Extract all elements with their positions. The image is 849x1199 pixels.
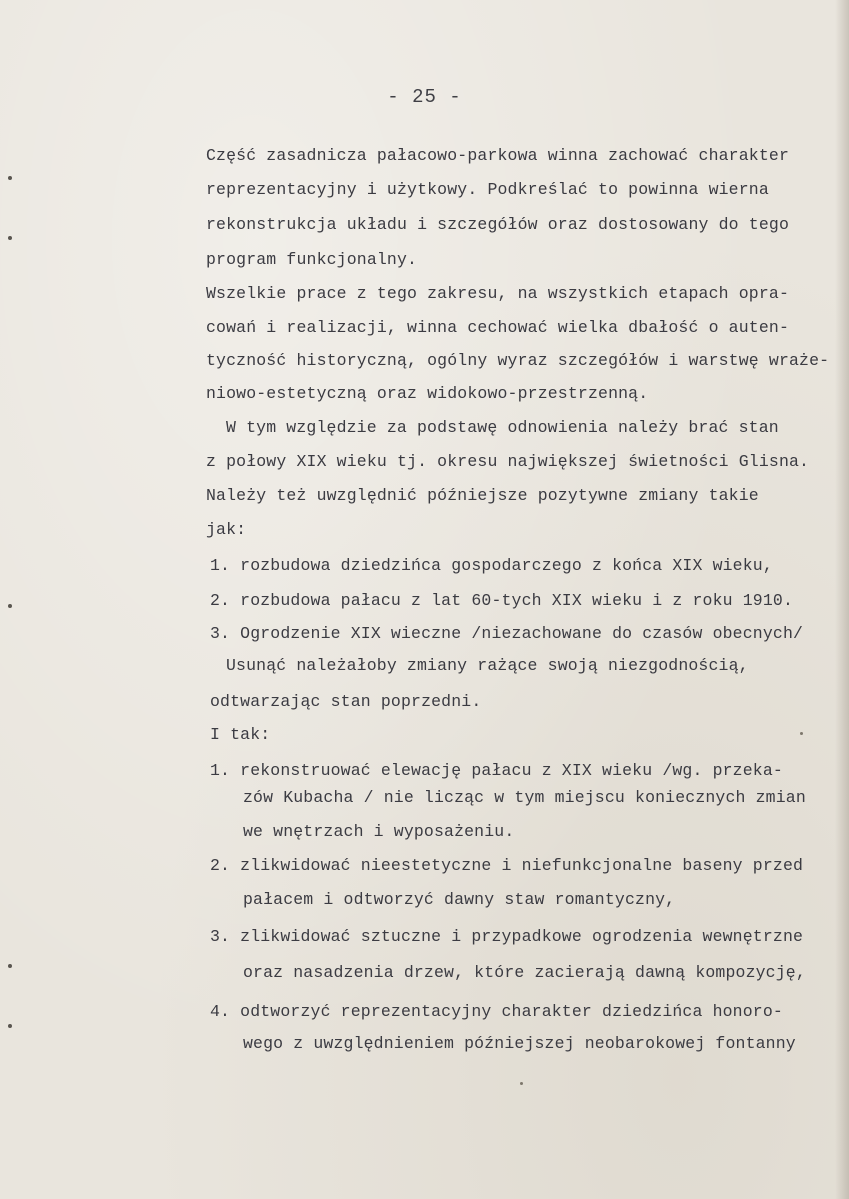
punch-hole-mark: [8, 604, 12, 608]
list-item-continuation: wego z uwzględnieniem późniejszej neobarokowej fontanny: [243, 1034, 796, 1053]
list-item-line: 2. zlikwidować nieestetyczne i niefunkcjonalne baseny przed: [210, 856, 804, 875]
list-item-line: 1. rekonstruować elewację pałacu z XIX wieku /wg. przeka-: [210, 761, 783, 780]
text-line: reprezentacyjny i użytkowy. Podkreślać to powinna wierna: [206, 180, 769, 199]
text-line: tyczność historyczną, ogólny wyraz szczegółów i warstwę wraże-: [206, 351, 830, 370]
list-item-continuation: pałacem i odtworzyć dawny staw romantyczny,: [243, 890, 676, 909]
punch-hole-mark: [8, 964, 12, 968]
text-line: jak:: [206, 520, 247, 539]
text-line: Usunąć należałoby zmiany rażące swoją niezgodnością,: [226, 656, 749, 675]
paper-spot: [520, 1082, 523, 1085]
page-edge-shadow: [835, 0, 849, 1199]
text-line: program funkcjonalny.: [206, 250, 418, 269]
list-item-line: 3. zlikwidować sztuczne i przypadkowe ogrodzenia wewnętrzne: [210, 927, 804, 946]
text-line: rekonstrukcja układu i szczegółów oraz dostosowany do tego: [206, 215, 789, 234]
list-item-line: 1. rozbudowa dziedzińca gospodarczego z końca XIX wieku,: [210, 556, 773, 575]
page-number: - 25 -: [387, 86, 462, 108]
list-item-line: 4. odtworzyć reprezentacyjny charakter dziedzińca honoro-: [210, 1002, 783, 1021]
punch-hole-mark: [8, 1024, 12, 1028]
text-line: odtwarzając stan poprzedni.: [210, 692, 482, 711]
list-item-continuation: we wnętrzach i wyposażeniu.: [243, 822, 515, 841]
list-item-line: 2. rozbudowa pałacu z lat 60-tych XIX wieku i z roku 1910.: [210, 591, 793, 610]
list-item-line: 3. Ogrodzenie XIX wieczne /niezachowane do czasów obecnych/: [210, 624, 804, 643]
list-item-continuation: zów Kubacha / nie licząc w tym miejscu koniecznych zmian: [243, 788, 806, 807]
text-line: W tym względzie za podstawę odnowienia należy brać stan: [226, 418, 779, 437]
punch-hole-mark: [8, 236, 12, 240]
text-line: Część zasadnicza pałacowo-parkowa winna zachować charakter: [206, 146, 789, 165]
text-line: Wszelkie prace z tego zakresu, na wszystkich etapach opra-: [206, 284, 789, 303]
text-line: I tak:: [210, 725, 271, 744]
list-item-continuation: oraz nasadzenia drzew, które zacierają dawną kompozycję,: [243, 963, 806, 982]
text-line: Należy też uwzględnić późniejsze pozytywne zmiany takie: [206, 486, 759, 505]
paper-spot: [800, 732, 803, 735]
text-line: cowań i realizacji, winna cechować wielka dbałość o auten-: [206, 318, 789, 337]
text-line: niowo-estetyczną oraz widokowo-przestrzenną.: [206, 384, 649, 403]
punch-hole-mark: [8, 176, 12, 180]
text-line: z połowy XIX wieku tj. okresu największej świetności Glisna.: [206, 452, 810, 471]
